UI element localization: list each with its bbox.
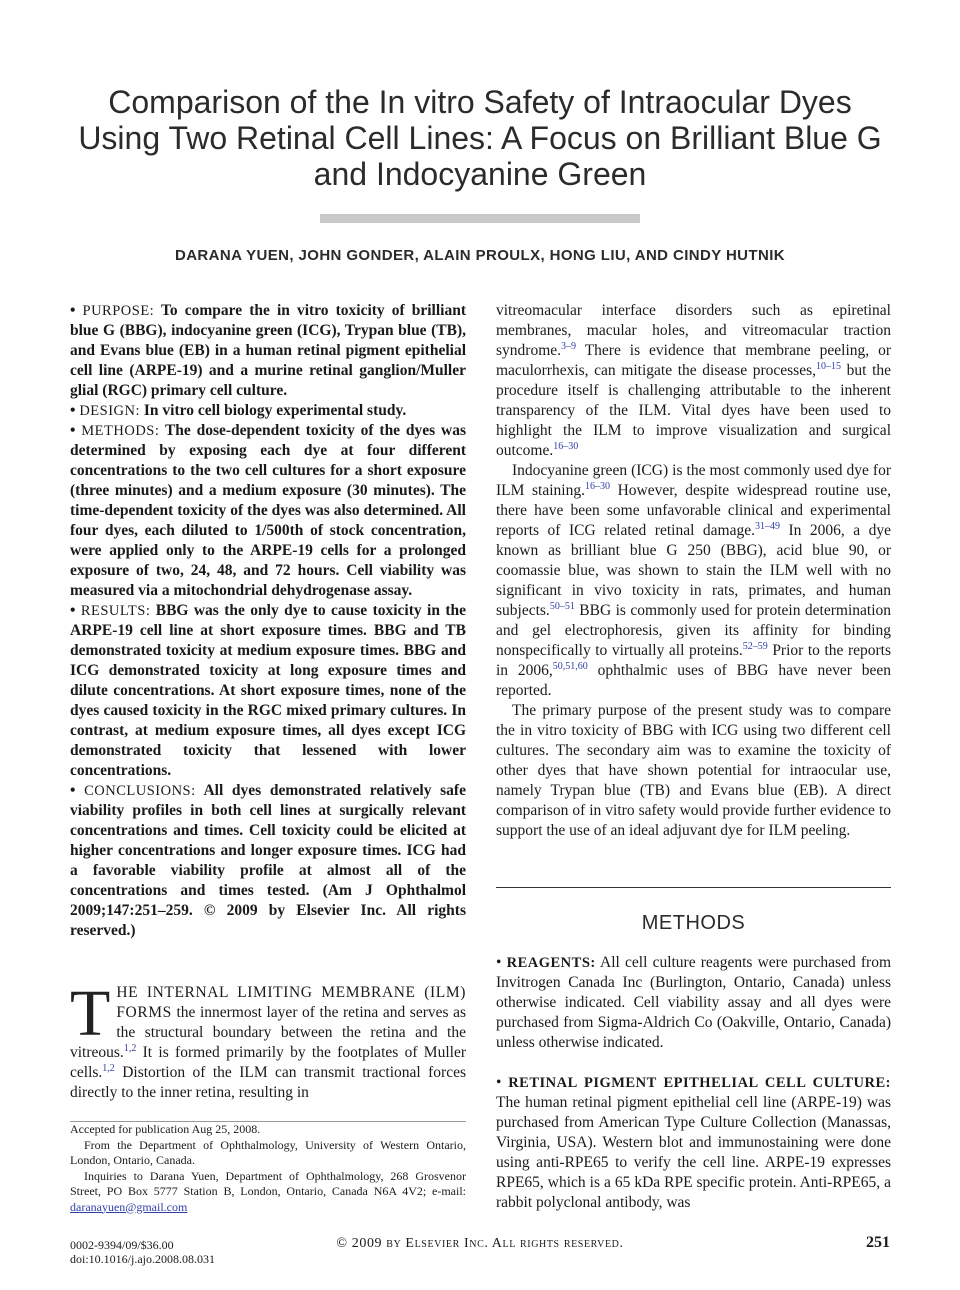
text: There is evidence that membrane peeling, or maculorrhexis, can mitigate the disease processes, — [496, 342, 891, 379]
author-list: DARANA YUEN, JOHN GONDER, ALAIN PROULX, HONG LIU, AND CINDY HUTNIK — [174, 247, 786, 264]
citation-ref[interactable]: 31–49 — [754, 520, 780, 532]
copyright: © 2009 by Elsevier Inc. All rights reserved. — [336, 1236, 624, 1251]
correspondence-text: Inquiries to Darana Yuen, Department of Ophthalmology, 268 Grosvenor Street, PO Box 5777 Station B, London, Ontario, Canada N6A 4V2; e-mail: — [70, 1168, 466, 1198]
issn: 0002-9394/09/$36.00 — [70, 1238, 174, 1252]
abstract-purpose-label: PURPOSE: — [82, 303, 155, 319]
abstract-methods-label: METHODS: — [81, 423, 160, 439]
abstract-results-label: RESULTS: — [80, 603, 151, 619]
abstract — [70, 301, 466, 941]
abstract-methods: • METHODS: The dose-dependent toxicity of the dyes was determined by exposing each dye at four different concentrations to the two cell cultures for a short exposure (three minutes) and a medium exposure (30 minutes). The time-dependent toxicity of the dyes was also determined. All four dyes, each diluted to 1/500th of stock concentration, were applied only to the ARPE-19 cells for a prolonged exposure of two, 24, 48, and 72 hours. Cell viability was measured via a mitochondrial dehydrogenase assay. — [70, 422, 466, 599]
citation-ref[interactable]: 50,51,60 — [552, 660, 588, 672]
citation-ref[interactable]: 16–30 — [584, 480, 610, 492]
citation-ref[interactable]: 3–9 — [561, 340, 577, 352]
reagents-text: All cell culture reagents were purchased from Invitrogen Canada Inc (Burlington, Ontario, Canada) unless otherwise indicated. Cell viability assay and all dyes were purchased from Sigma-Aldrich Co (Oakville, Ontario, Canada) unless otherwise indicated. — [496, 954, 891, 1051]
accepted-date: Accepted for publication Aug 25, 2008. — [70, 1122, 261, 1136]
methods-section — [496, 953, 891, 1233]
introduction — [70, 977, 467, 1103]
intro-text-a: the innermost layer of the retina and serves as the structural boundary between the retina and the vitreous. — [70, 1004, 466, 1061]
intro-text-b: It is formed primarily by the footplates of Muller cells. — [70, 1044, 466, 1081]
abstract-conclusions: • CONCLUSIONS: All dyes demonstrated relatively safe viability profiles in both cell lines at surgically relevant concentrations and times. Cell toxicity could be elicited at higher concentrations and longer exposure times. ICG had a favorable viability profile at almost all of the concentrations and times tested. (Am J Ophthalmol 2009;147:251–259. © 2009 by Elsevier Inc. All rights reserved.) — [70, 782, 467, 939]
abstract-results-text: BBG was the only dye to cause toxicity in the ARPE-19 cell line at short exposure times. BBG and TB demonstrated toxicity at medium exposure times. BBG and ICG demonstrated toxicity at long exposure times and dilute concentrations. At short exposure times, none of the dyes caused toxicity in the RGC mixed primary cultures. In contrast, at medium exposure times, all dyes except ICG demonstrated toxicity that lessened with lower concentrations. — [70, 602, 466, 779]
doi: doi:10.1016/j.ajo.2008.08.031 — [70, 1252, 215, 1266]
text: However, despite widespread routine use, there have been some unfavorable clinical and experimental reports of ICG related retinal damage. — [496, 482, 892, 539]
correspondence — [70, 1169, 466, 1216]
paragraph — [496, 301, 891, 461]
citation-ref[interactable]: 50–51 — [549, 600, 575, 612]
abstract-design-label: DESIGN: — [79, 403, 141, 419]
article-footnotes — [70, 1121, 466, 1215]
citation-ref[interactable]: 52–59 — [742, 640, 768, 652]
title-divider — [320, 214, 640, 223]
methods-heading: METHODS — [641, 912, 746, 934]
citation-ref[interactable]: 10–15 — [815, 360, 841, 372]
abstract-methods-text: The dose-dependent toxicity of the dyes was determined by exposing each dye at four different concentrations to the two cell cultures for a short exposure (three minutes) and a medium exposure (30 minutes). The time-dependent toxicity of the dyes was also determined. All four dyes, each diluted to 1/500th of stock concentration, were applied only to the ARPE-19 cells for a prolonged exposure of two, 24, 48, and 72 hours. Cell viability was measured via a mitochondrial dehydrogenase assay. — [70, 422, 466, 599]
email-link[interactable]: daranayuen@gmail.com — [70, 1199, 188, 1214]
footer-identifiers — [70, 1238, 215, 1266]
abstract-purpose: • PURPOSE: To compare the in vitro toxicity of brilliant blue G (BBG), indocyanine green (ICG), Trypan blue (TB), and Evans blue (EB) in a human retinal pigment epithelial cell line (ARPE-19) and a murine retinal ganglion/Muller glial (RGC) primary cell culture. — [70, 302, 466, 399]
page-number: 251 — [866, 1234, 890, 1251]
intro-continued — [496, 301, 891, 841]
methods-rpe-culture: • RETINAL PIGMENT EPITHELIAL CELL CULTURE: The human retinal pigment epithelial cell line (ARPE-19) was purchased from American Type Culture Collection (Manassas, Virginia, USA). Western blot and immunostaining were done using anti-RPE65 to verify the cell line. ARPE-19 expresses RPE65, which is a 65 kDa RPE specific protein. Anti-RPE65, a rabbit polyclonal antibody, was — [496, 1074, 891, 1211]
citation-ref[interactable]: 1,2 — [123, 1042, 137, 1054]
citation-ref[interactable]: 16–30 — [553, 440, 579, 452]
text: In 2006, a dye known as brilliant blue G 250 (BBG), acid blue 90, or coomassie blue, was shown to stain the ILM well with no significant in vivo toxicity in rats, primates, and human subjects. — [496, 522, 891, 619]
text: but the procedure itself is challenging attributable to the inherent transparency of the ILM. Vital dyes have been used to highlight the ILM to improve visualization and surgical outcome. — [496, 362, 892, 459]
paragraph — [496, 461, 891, 701]
abstract-results: • RESULTS: BBG was the only dye to cause toxicity in the ARPE-19 cell line at short exposure times. BBG and TB demonstrated toxicity at medium exposure times. BBG and ICG demonstrated toxicity at long exposure times and dilute concentrations. At short exposure times, none of the dyes caused toxicity in the RGC mixed primary cultures. In contrast, at medium exposure times, all dyes except ICG demonstrated toxicity that lessened with lower concentrations. — [70, 602, 466, 779]
dropcap: T — [70, 977, 111, 1050]
rpe-text: The human retinal pigment epithelial cell line (ARPE-19) was purchased from American Type Culture Collection (Manassas, Virginia, USA). Western blot and immunostaining were done using anti-RPE65 to verify the cell line. ARPE-19 expresses RPE65, which is a 65 kDa RPE specific protein. Anti-RPE65, a rabbit polyclonal antibody, was — [496, 1094, 891, 1211]
text: Prior to the reports in 2006, — [496, 642, 891, 679]
abstract-purpose-text: To compare the in vitro toxicity of brilliant blue G (BBG), indocyanine green (ICG), Trypan blue (TB), and Evans blue (EB) in a human retinal pigment epithelial cell line (ARPE-19) and a murine retinal ganglion/Muller glial (RGC) primary cell culture. — [70, 302, 466, 399]
abstract-design: • DESIGN: In vitro cell biology experimental study. — [70, 402, 407, 419]
section-divider — [496, 887, 891, 888]
affiliation: From the Department of Ophthalmology, University of Western Ontario, London, Ontario, Canada. — [70, 1137, 466, 1167]
abstract-conclusions-label: CONCLUSIONS: — [84, 783, 196, 799]
article-title: Comparison of the In vitro Safety of Intraocular Dyes Using Two Retinal Cell Lines: A Focus on Brilliant Blue G and Indocyanine Green — [78, 84, 882, 192]
text: ophthalmic uses of BBG have never been reported. — [496, 662, 892, 699]
rpe-label: RETINAL PIGMENT EPITHELIAL CELL CULTURE: — [508, 1075, 891, 1091]
abstract-conclusions-text: All dyes demonstrated relatively safe viability profiles in both cell lines at surgically relevant concentrations and times. Cell toxicity could be elicited at higher concentrations and longer exposure times. ICG had a favorable viability profile at almost all of the concentrations and times tested. — [70, 782, 466, 899]
citation-ref[interactable]: 1,2 — [102, 1062, 115, 1074]
reagents-label: REAGENTS: — [506, 955, 596, 971]
paragraph: The primary purpose of the present study was to compare the in vitro toxicity of BBG with ICG using two different cell cultures. The secondary aim was to examine the toxicity of other dyes that have shown potential for intraocular use, namely Trypan blue (TB) and Evans blue (EB). A direct comparison of in vitro safety would provide further evidence to support the use of an ideal adjuvant dye for ILM peeling. — [496, 702, 891, 839]
text: BBG is commonly used for protein determination and gel electrophoresis, given its affinity for binding nonspecifically to virtually all proteins. — [496, 602, 892, 659]
abstract-design-text: In vitro cell biology experimental study. — [143, 402, 407, 419]
intro-text-c: Distortion of the ILM can transmit tractional forces directly to the inner retina, resulting in — [70, 1064, 467, 1101]
text: vitreomacular interface disorders such as epiretinal membranes, macular holes, and vitreomacular traction syndrome. — [496, 302, 891, 359]
text: Indocyanine green (ICG) is the most commonly used dye for ILM staining. — [496, 462, 891, 499]
methods-reagents: • REAGENTS: All cell culture reagents were purchased from Invitrogen Canada Inc (Burlington, Ontario, Canada) unless otherwise indicated. Cell viability assay and all dyes were purchased from Sigma-Aldrich Co (Oakville, Ontario, Canada) unless otherwise indicated. — [496, 954, 891, 1051]
abstract-citation: (Am J Ophthalmol 2009;147:251–259. © 2009 by Elsevier Inc. All rights reserved.) — [70, 882, 467, 939]
intro-lead-smallcaps: HE INTERNAL LIMITING MEMBRANE (ILM) FORMS — [116, 984, 466, 1021]
